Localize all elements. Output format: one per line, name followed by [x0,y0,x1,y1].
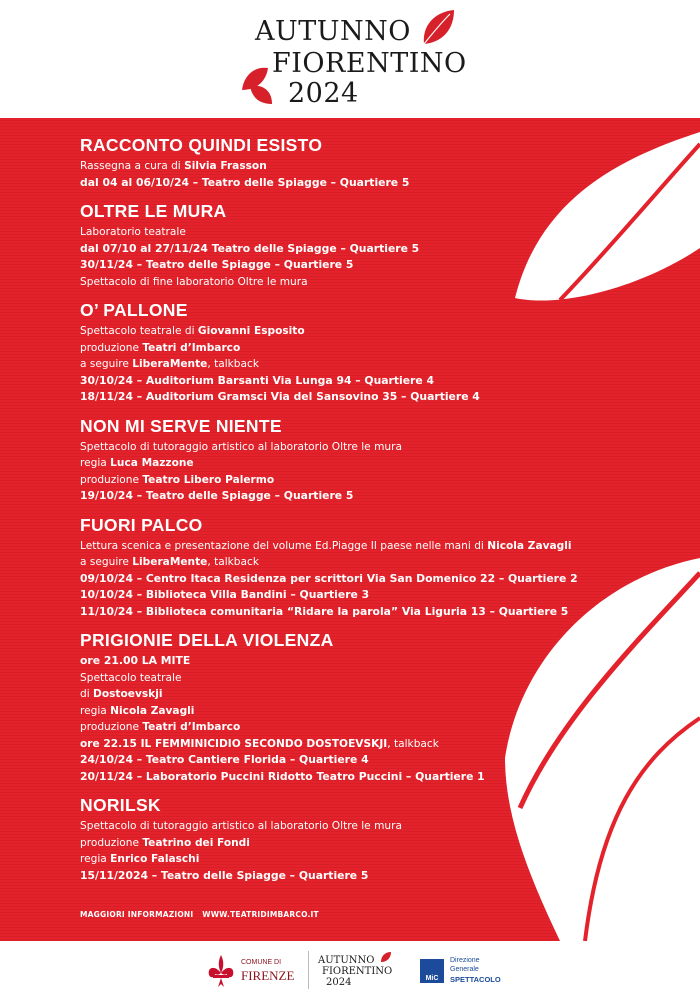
detail-highlight: Teatri d’Imbarco [142,721,241,733]
mic-badge: MiC [420,959,444,983]
logo-line-autunno: AUTUNNO [255,16,411,47]
detail-highlight: Teatrino dei Fondi [142,836,250,849]
event-detail-line [80,554,680,571]
event-block [80,200,680,290]
detail-highlight: Giovanni Esposito [197,325,305,337]
detail-text: dal 07/10 al 27/11/24 Teatro delle Spiagge – Quartiere 5 [80,241,420,255]
event-detail-line [80,356,680,373]
event-detail-line [80,686,680,703]
more-info [80,910,325,919]
event-detail-line [80,719,680,736]
leaf-icon [420,8,458,48]
event-block [80,514,680,621]
detail-text: produzione [80,721,143,733]
small-logo-line1: AUTUNNO [318,955,375,966]
event-detail-line [80,340,680,357]
detail-text: Spettacolo di tutoraggio artistico al laboratorio Oltre le mura [80,820,402,832]
event-detail-line [80,653,680,670]
detail-highlight: Teatri d’Imbarco [142,341,241,354]
detail-text: regia [80,704,111,717]
mic-line3: SPETTACOLO [450,975,501,984]
detail-suffix: , talkback [207,556,259,568]
detail-text: 20/11/24 – Laboratorio Puccini Ridotto Teatro Puccini – Quartiere 1 [80,769,485,783]
event-block [80,134,680,191]
event-detail-line [80,241,680,258]
detail-text: 30/11/24 – Teatro delle Spiagge – Quartiere 5 [80,258,354,271]
detail-suffix: , talkback [387,737,439,750]
event-list [80,134,680,893]
logo-line-year: 2024 [288,78,359,109]
event-detail-line [80,455,680,472]
event-detail-line [80,752,680,769]
detail-highlight: Enrico Falaschi [110,853,200,865]
detail-highlight: Silvia Frasson [184,160,267,172]
event-detail-line [80,373,680,390]
detail-suffix: , talkback [207,358,259,370]
detail-text: ore 21.00 LA MITE [80,654,191,667]
fleur-de-lis-icon [205,953,237,989]
detail-text: a seguire [80,556,133,568]
event-detail-line [80,158,680,175]
detail-text: 18/11/24 – Auditorium Gramsci Via del Sansovino 35 – Quartiere 4 [80,390,480,403]
firenze-label: FIRENZE [241,968,295,983]
detail-text: regia [80,457,111,469]
event-title: OLTRE LE MURA [80,201,227,221]
event-detail-line [80,538,680,555]
detail-highlight: Nicola Zavagli [110,704,195,717]
event-title: PRIGIONIE DELLA VIOLENZA [80,630,334,650]
event-detail-line [80,851,680,868]
more-info-url[interactable]: WWW.TEATRIDIMBARCO.IT [202,910,319,919]
detail-text: Lettura scenica e presentazione del volume Ed.Piagge Il paese nelle mani di [80,539,488,552]
event-program [0,118,700,941]
detail-text: 10/10/24 – Biblioteca Villa Bandini – Quartiere 3 [80,588,370,601]
detail-highlight: ore 22.15 IL FEMMINICIDIO SECONDO DOSTOEVSKJI [80,737,388,750]
detail-highlight: LiberaMente [132,556,208,568]
event-detail-line [80,835,680,852]
event-detail-line [80,670,680,687]
detail-text: 09/10/24 – Centro Itaca Residenza per scrittori Via San Domenico 22 – Quartiere 2 [80,571,578,585]
event-detail-line [80,769,680,786]
event-detail-line [80,224,680,241]
event-block [80,299,680,406]
detail-highlight: Nicola Zavagli [487,539,572,552]
detail-text: di [80,688,94,700]
detail-text: Spettacolo teatrale [80,671,182,684]
event-detail-line [80,604,680,621]
more-info-label: MAGGIORI INFORMAZIONI [80,910,194,919]
detail-text: 11/10/24 – Biblioteca comunitaria “Ridare la parola” Via Liguria 13 – Quartiere 5 [80,604,569,618]
detail-text: Rassegna a cura di [80,160,185,172]
detail-text: produzione [80,341,143,354]
detail-highlight: LiberaMente [132,358,208,370]
detail-text: 30/10/24 – Auditorium Barsanti Via Lunga 94 – Quartiere 4 [80,373,434,387]
event-detail-line [80,571,680,588]
comune-firenze-logo [205,953,305,989]
event-detail-line [80,323,680,340]
event-detail-line [80,736,680,753]
event-block [80,629,680,785]
event-detail-line [80,488,680,505]
event-detail-line [80,257,680,274]
small-logo-line3: 2024 [326,977,352,988]
autunno-fiorentino-small-logo [316,949,416,993]
detail-text: a seguire [80,358,133,370]
event-detail-line [80,818,680,835]
detail-text: Spettacolo teatrale di [80,325,198,337]
detail-text: produzione [80,473,143,486]
detail-text: Spettacolo di fine laboratorio Oltre le mura [80,275,308,288]
detail-text: produzione [80,836,143,849]
logo-line-fiorentino: FIORENTINO [272,48,467,79]
event-detail-line [80,439,680,456]
detail-text: 15/11/2024 – Teatro delle Spiagge – Quartiere 5 [80,868,369,882]
event-block [80,415,680,505]
event-detail-line [80,472,680,489]
event-detail-line [80,703,680,720]
mic-line1: Direzione [450,957,480,964]
event-detail-line [80,274,680,291]
event-title: O’ PALLONE [80,300,188,320]
detail-text: 19/10/24 – Teatro delle Spiagge – Quartiere 5 [80,489,354,502]
comune-label: COMUNE DI [241,959,282,966]
detail-text: Spettacolo di tutoraggio artistico al laboratorio Oltre le mura [80,440,402,453]
event-detail-line [80,587,680,604]
poster-header [0,0,700,118]
detail-text: 24/10/24 – Teatro Cantiere Florida – Quartiere 4 [80,753,369,766]
event-title: FUORI PALCO [80,514,203,535]
detail-text: regia [80,853,111,865]
event-detail-line [80,389,680,406]
sponsor-footer [0,941,700,1000]
autunno-fiorentino-logo [240,6,470,112]
event-title: RACCONTO QUINDI ESISTO [80,135,323,155]
mic-line2: Generale [450,966,479,973]
event-title: NORILSK [80,795,161,815]
event-block [80,794,680,884]
detail-highlight: Teatro Libero Palermo [142,473,275,486]
detail-text: Laboratorio teatrale [80,226,186,238]
footer-divider [308,951,309,989]
leaf-icon [380,951,392,963]
small-logo-line2: FIORENTINO [322,966,393,977]
leaf-icon [248,82,274,106]
detail-highlight: Luca Mazzone [110,457,194,469]
mic-spettacolo-logo [420,955,530,989]
detail-highlight: Dostoevskji [93,688,163,700]
event-detail-line [80,175,680,192]
event-title: NON MI SERVE NIENTE [80,415,282,436]
detail-text: dal 04 al 06/10/24 – Teatro delle Spiagge – Quartiere 5 [80,175,410,189]
event-detail-line [80,868,680,885]
